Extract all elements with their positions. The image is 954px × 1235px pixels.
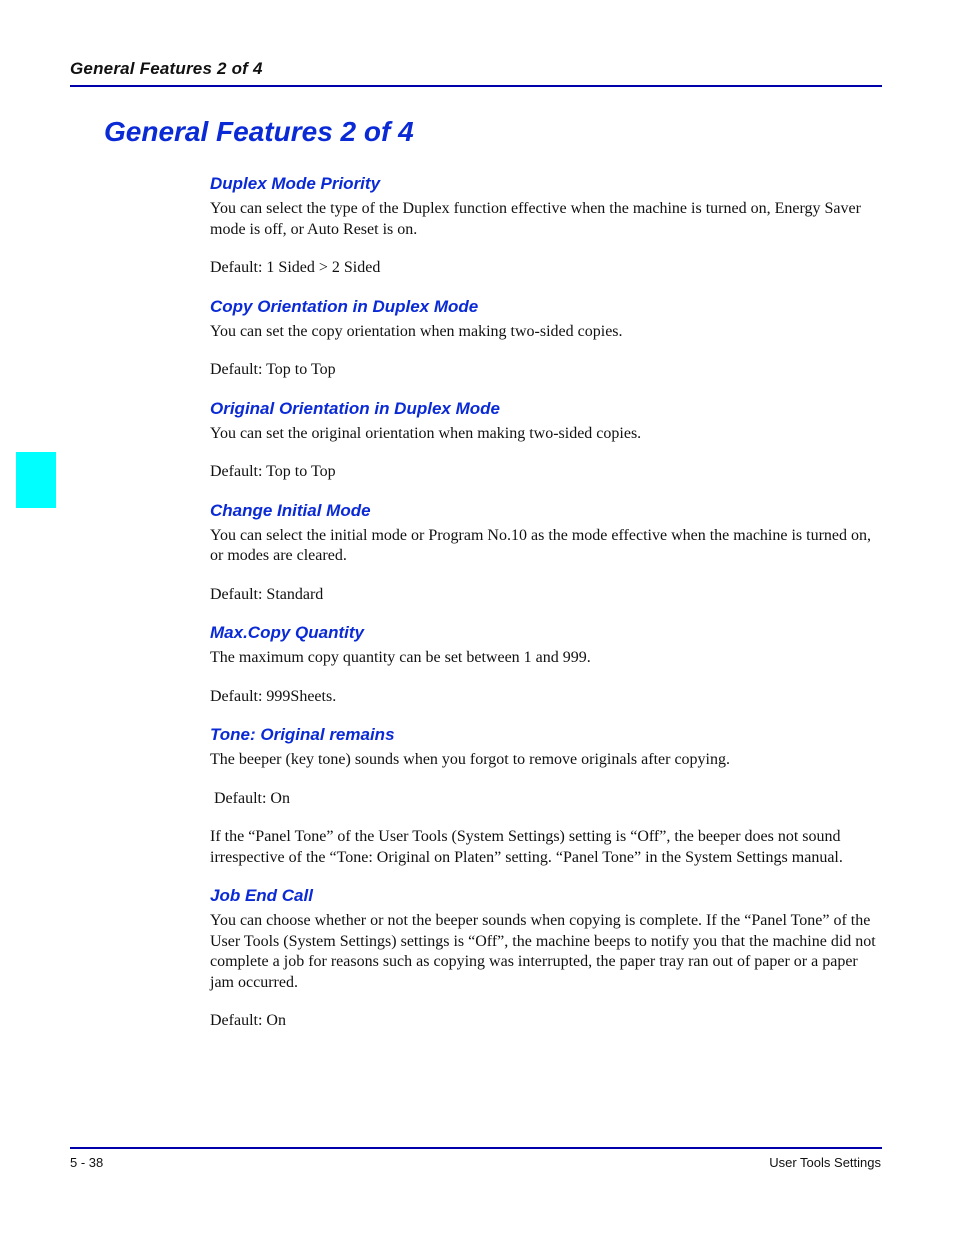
- section-copy-orientation: [210, 295, 882, 381]
- section-body: The maximum copy quantity can be set between 1 and 999.: [210, 649, 591, 666]
- section-body: You can select the initial mode or Program No.10 as the mode effective when the machine is turned on, or modes are cleared.: [210, 526, 872, 564]
- section-job-end-call: [210, 884, 882, 1032]
- section-heading: Change Initial Mode: [210, 500, 371, 520]
- section-body: The beeper (key tone) sounds when you forgot to remove originals after copying.: [210, 751, 730, 768]
- footer-rule: [70, 1147, 882, 1149]
- section-heading: Copy Orientation in Duplex Mode: [210, 296, 479, 316]
- section-heading: Job End Call: [210, 886, 313, 905]
- running-header: General Features 2 of 4: [70, 59, 263, 78]
- page-number: 5 - 38: [70, 1155, 104, 1170]
- page-title: General Features 2 of 4: [104, 116, 414, 147]
- chapter-title: User Tools Settings: [769, 1155, 881, 1170]
- section-max-copy-quantity: [210, 621, 882, 707]
- section-body: You can select the type of the Duplex function effective when the machine is turned on, Energy Saver mode is off, or Auto Reset is on.: [210, 200, 861, 238]
- section-duplex-mode-priority: [210, 172, 882, 279]
- section-body: You can set the original orientation when making two-sided copies.: [210, 424, 642, 442]
- section-default: Default: Top to Top: [210, 361, 336, 378]
- section-heading: Max.Copy Quantity: [210, 623, 364, 642]
- section-heading: Tone: Original remains: [210, 725, 395, 744]
- section-original-orientation: [210, 397, 882, 483]
- section-default: Default: 999Sheets.: [210, 687, 337, 705]
- section-default: Default: Top to Top: [210, 463, 336, 480]
- section-default: Default: Standard: [210, 585, 324, 603]
- header-rule: [70, 85, 882, 87]
- section-default: Default: On: [214, 789, 290, 807]
- section-body: You can set the copy orientation when making two-sided copies.: [210, 322, 623, 340]
- section-default: Default: 1 Sided > 2 Sided: [210, 259, 381, 276]
- section-heading: Duplex Mode Priority: [210, 174, 381, 193]
- section-default: Default: On: [210, 1012, 286, 1029]
- section-note: If the “Panel Tone” of the User Tools (System Settings) setting is “Off”, the beeper does not sound irrespective of the “Tone: Original on Platen” setting. “Panel Tone” in the System Settings manual.: [210, 828, 843, 866]
- section-change-initial-mode: [210, 499, 882, 606]
- section-tone-original-remains: [210, 723, 882, 868]
- section-heading: Original Orientation in Duplex Mode: [210, 398, 500, 418]
- section-body: You can choose whether or not the beeper sounds when copying is complete. If the “Panel Tone” of the User Tools (System Settings) settings is “Off”, the machine beeps to notify you that the machine did not complete a job for reasons such as copying was interrupted, the paper tray ran out of paper or a paper jam occurred.: [210, 912, 876, 991]
- chapter-tab-marker: [16, 452, 56, 508]
- content-body: [210, 172, 882, 1048]
